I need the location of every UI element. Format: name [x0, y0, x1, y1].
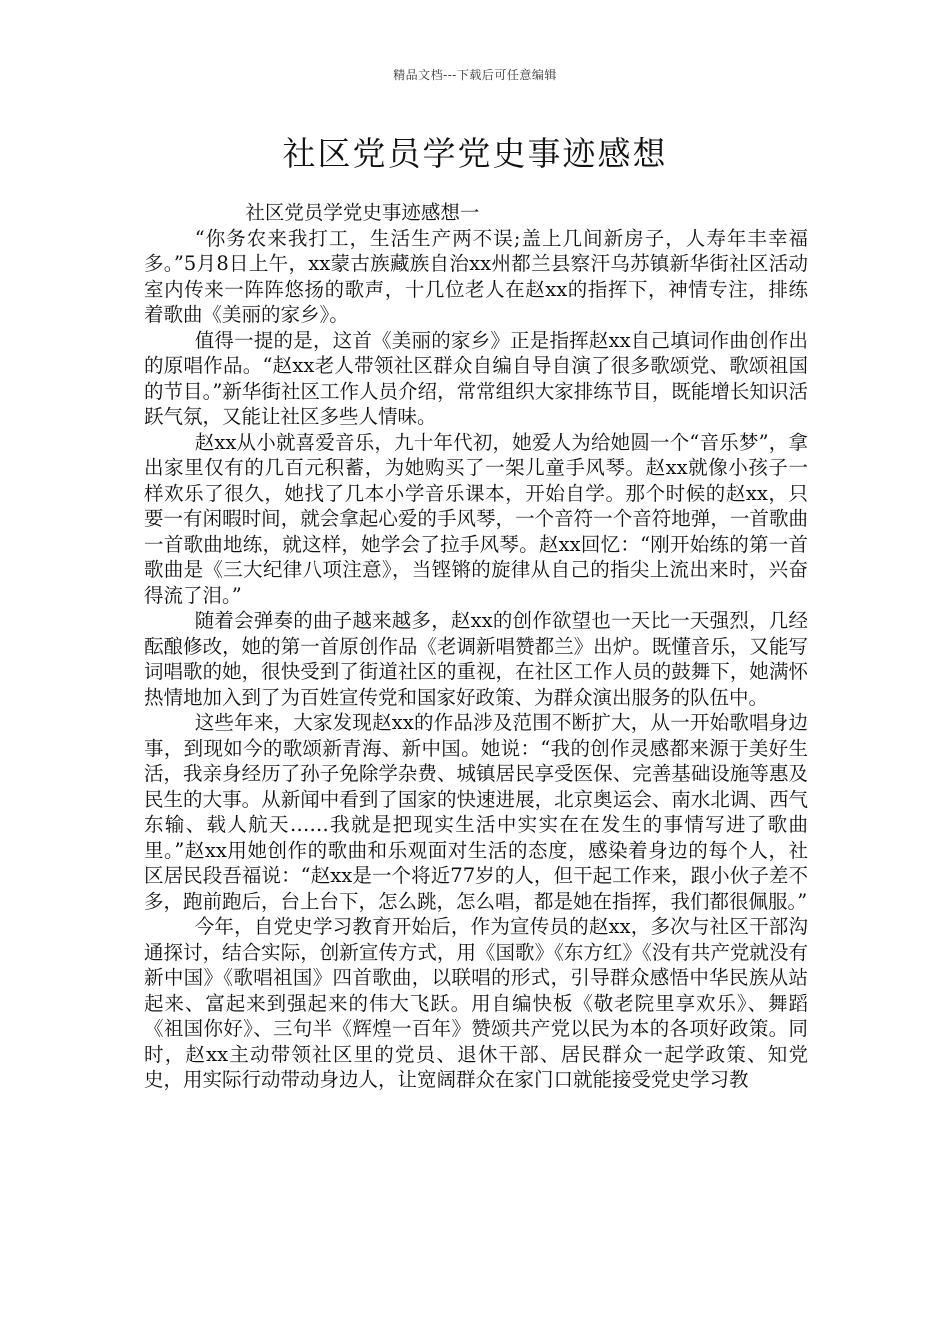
paragraph-2: 值得一提的是，这首《美丽的家乡》正是指挥赵xx自己填词作曲创作出的原唱作品。“赵xx老人带领社区群众自编自导自演了很多歌颂党、歌颂祖国的节目。”新华街社区工作人员介绍，常常组织大家排练节目，既能增长知识活跃气氛，又能让社区多些人情味。	[144, 328, 808, 428]
paragraph-4: 随着会弹奏的曲子越来越多，赵xx的创作欲望也一天比一天强烈，几经酝酿修改，她的第一首原创作品《老调新唱赞都兰》出炉。既懂音乐，又能写词唱歌的她，很快受到了街道社区的重视，在社区工作人员的鼓舞下，她满怀热情地加入到了为百姓宣传党和国家好政策、为群众演出服务的队伍中。	[144, 609, 808, 709]
document-body	[144, 200, 808, 1093]
paragraph-3: 赵xx从小就喜爱音乐，九十年代初，她爱人为给她圆一个“音乐梦”，拿出家里仅有的几百元积蓄，为她购买了一架儿童手风琴。赵xx就像小孩子一样欢乐了很久，她找了几本小学音乐课本，开始自学。那个时候的赵xx，只要一有闲暇时间，就会拿起心爱的手风琴，一个音符一个音符地弹，一首歌曲一首歌曲地练，就这样，她学会了拉手风琴。赵xx回忆：“刚开始练的第一首歌曲是《三大纪律八项注意》，当铿锵的旋律从自己的指尖上流出来时，兴奋得流了泪。”	[144, 430, 808, 607]
paragraph-5: 这些年来，大家发现赵xx的作品涉及范围不断扩大，从一开始歌唱身边事，到现如今的歌颂新青海、新中国。她说：“我的创作灵感都来源于美好生活，我亲身经历了孙子免除学杂费、城镇居民享受医保、完善基础设施等惠及民生的大事。从新闻中看到了国家的快速进展，北京奥运会、南水北调、西气东输、载人航天……我就是把现实生活中实实在在发生的事情写进了歌曲里。”赵xx用她创作的歌曲和乐观面对生活的态度，感染着身边的每个人，社区居民段吾福说：“赵xx是一个将近77岁的人，但干起工作来，跟小伙子差不多，跑前跑后，台上台下，怎么跳，怎么唱，都是她在指挥，我们都很佩服。”	[144, 711, 808, 913]
document-title: 社区党员学党史事迹感想	[282, 134, 668, 173]
section-subheading: 社区党员学党史事迹感想一	[245, 201, 480, 224]
paragraph-6: 今年，自党史学习教育开始后，作为宣传员的赵xx，多次与社区干部沟通探讨，结合实际，创新宣传方式，用《国歌》《东方红》《没有共产党就没有新中国》《歌唱祖国》四首歌曲，以联唱的形式，引导群众感悟中华民族从站起来、富起来到强起来的伟大飞跃。用自编快板《敬老院里享欢乐》、舞蹈《祖国你好》、三句半《辉煌一百年》赞颂共产党以民为本的各项好政策。同时，赵xx主动带领社区里的党员、退休干部、居民群众一起学政策、知党史，用实际行动带动身边人，让宽阔群众在家门口就能接受党史学习教	[144, 915, 808, 1091]
paragraph-1: “你务农来我打工，生活生产两不误;盖上几间新房子，人寿年丰幸福多。”5月8日上午，xx蒙古族藏族自治xx州都兰县察汗乌苏镇新华街社区活动室内传来一阵阵悠扬的歌声，十几位老人在赵xx的指挥下，神情专注，排练着歌曲《美丽的家乡》。	[144, 226, 808, 326]
header-note: 精品文档---下载后可任意编辑	[393, 68, 557, 82]
